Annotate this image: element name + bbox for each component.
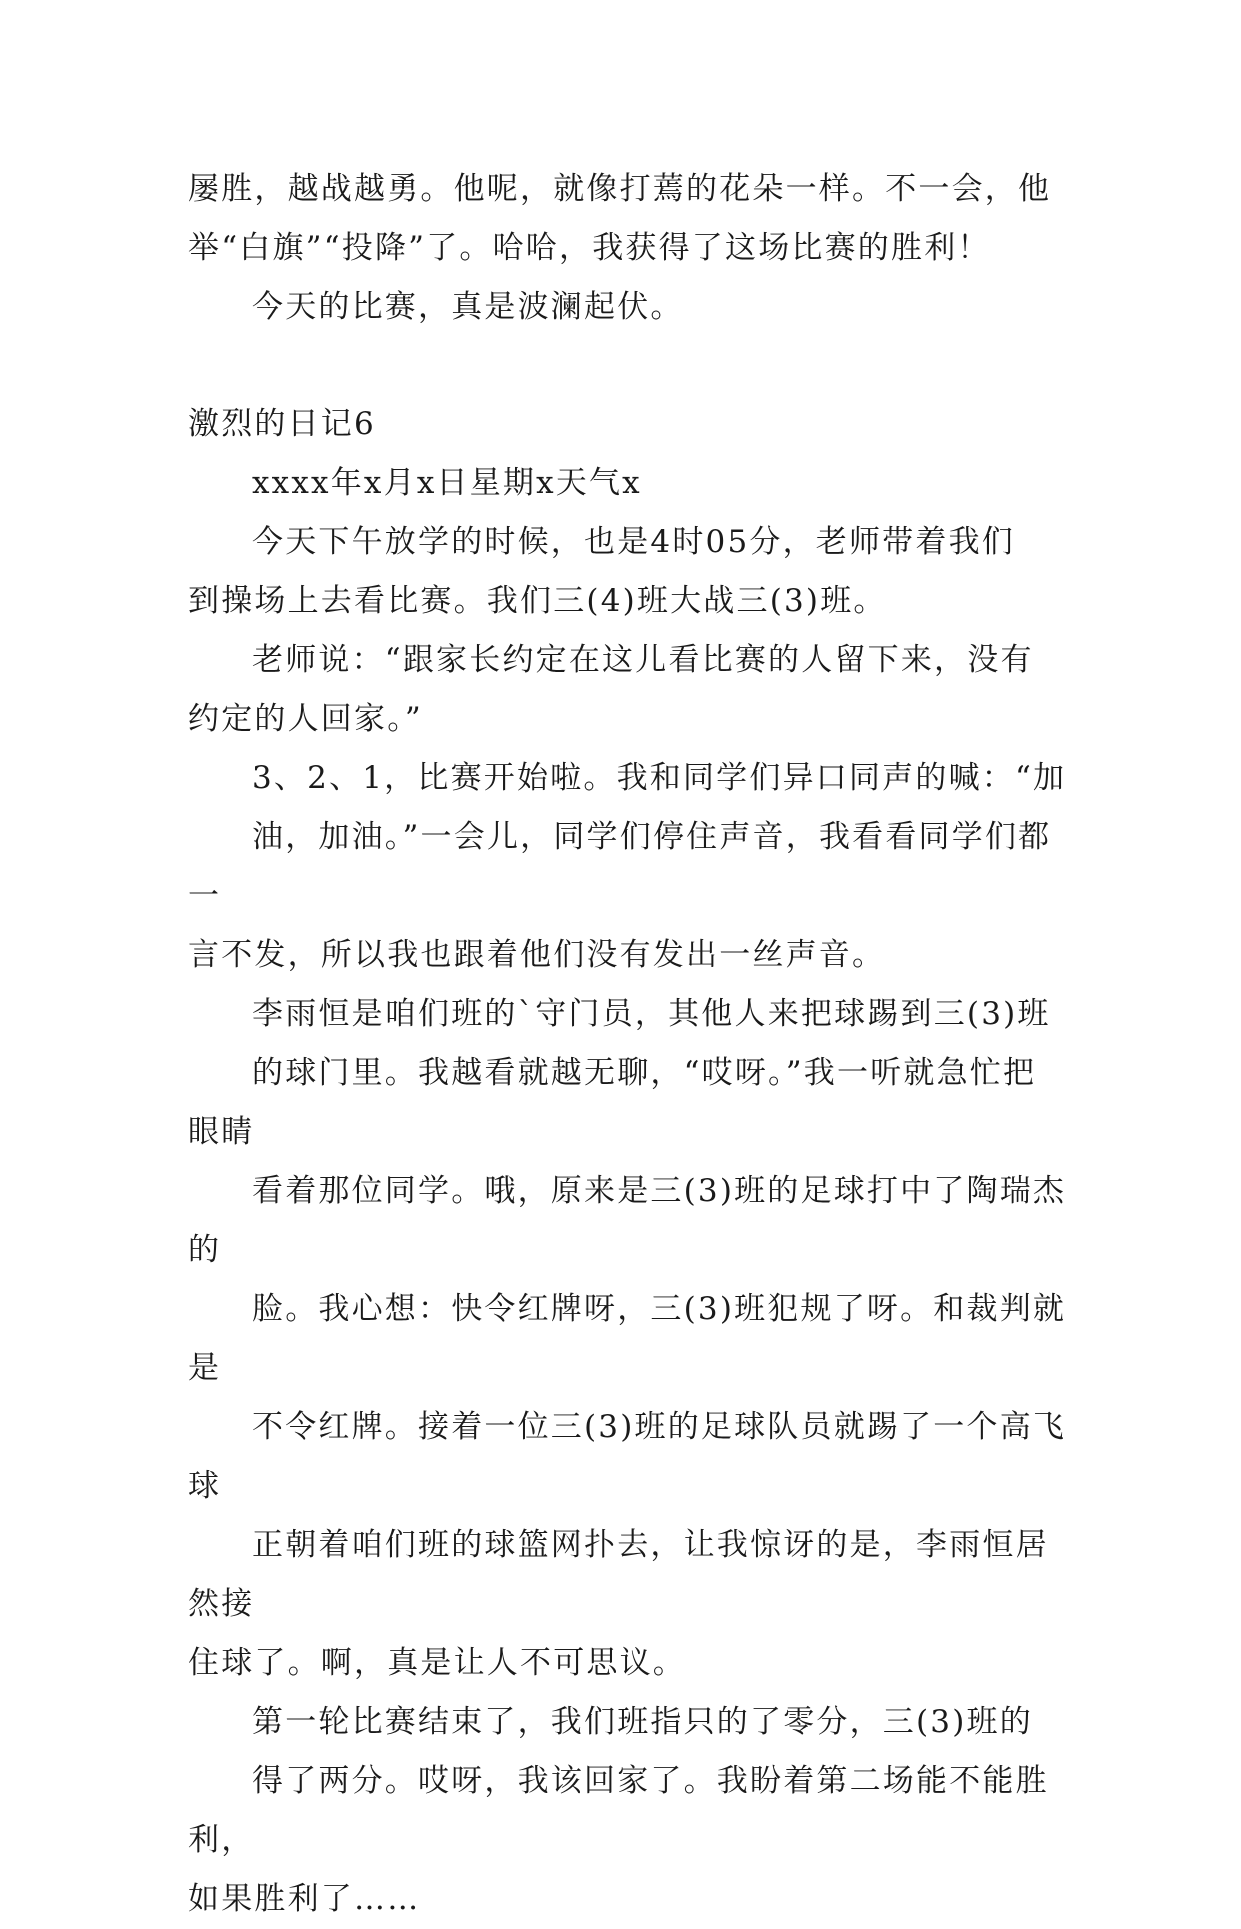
closing-paragraph: 今天的比赛，真是波澜起伏。 [252, 289, 684, 325]
text-line: 今天下午放学的时候，也是4时05分，老师带着我们 [252, 524, 1015, 560]
text-line: 屡胜，越战越勇。他呢，就像打蔫的花朵一样。不一会，他 [188, 171, 1052, 207]
text-line: 住球了。啊，真是让人不可思议。 [188, 1645, 686, 1681]
body-paragraph [188, 749, 1068, 985]
section-title: 激烈的日记6 [188, 406, 376, 442]
text-line: 如果胜利了…… [188, 1881, 421, 1917]
text-line: 脸。我心想：快令红牌呀，三(3)班犯规了呀。和裁判就是 [188, 1291, 1067, 1386]
text-line: 第一轮比赛结束了，我们班指只的了零分，三(3)班的 [252, 1704, 1033, 1740]
document-body [188, 160, 1068, 1929]
text-line: 的球门里。我越看就越无聊，“哎呀。”我一听就急忙把眼睛 [188, 1055, 1037, 1150]
text-line: 看着那位同学。哦，原来是三(3)班的足球打中了陶瑞杰的 [188, 1173, 1067, 1268]
text-line: 油，加油。”一会儿，同学们停住声音，我看看同学们都一 [188, 819, 1052, 914]
text-line: 约定的人回家。” [188, 701, 423, 737]
text-line: 3、2、1，比赛开始啦。我和同学们异口同声的喊：“加 [252, 760, 1067, 796]
text-line: 正朝着咱们班的球篮网扑去，让我惊讶的是，李雨恒居然接 [188, 1527, 1049, 1622]
text-line: 言不发，所以我也跟着他们没有发出一丝声音。 [188, 937, 886, 973]
text-line: 举“白旗”“投降”了。哈哈，我获得了这场比赛的胜利！ [188, 230, 991, 266]
body-paragraph [188, 631, 1068, 749]
text-line: 到操场上去看比赛。我们三(4)班大战三(3)班。 [188, 583, 887, 619]
date-line: xxxx年x月x日星期x天气x [252, 465, 642, 501]
body-paragraph [188, 1693, 1068, 1929]
text-line: 得了两分。哎呀，我该回家了。我盼着第二场能不能胜利， [188, 1763, 1049, 1858]
body-paragraph [188, 985, 1068, 1693]
continuation-paragraph [188, 160, 1068, 278]
text-line: 老师说：“跟家长约定在这儿看比赛的人留下来，没有 [252, 642, 1034, 678]
text-line: 李雨恒是咱们班的`守门员，其他人来把球踢到三(3)班 [252, 996, 1051, 1032]
body-paragraph [188, 513, 1068, 631]
text-line: 不令红牌。接着一位三(3)班的足球队员就踢了一个高飞球 [188, 1409, 1067, 1504]
